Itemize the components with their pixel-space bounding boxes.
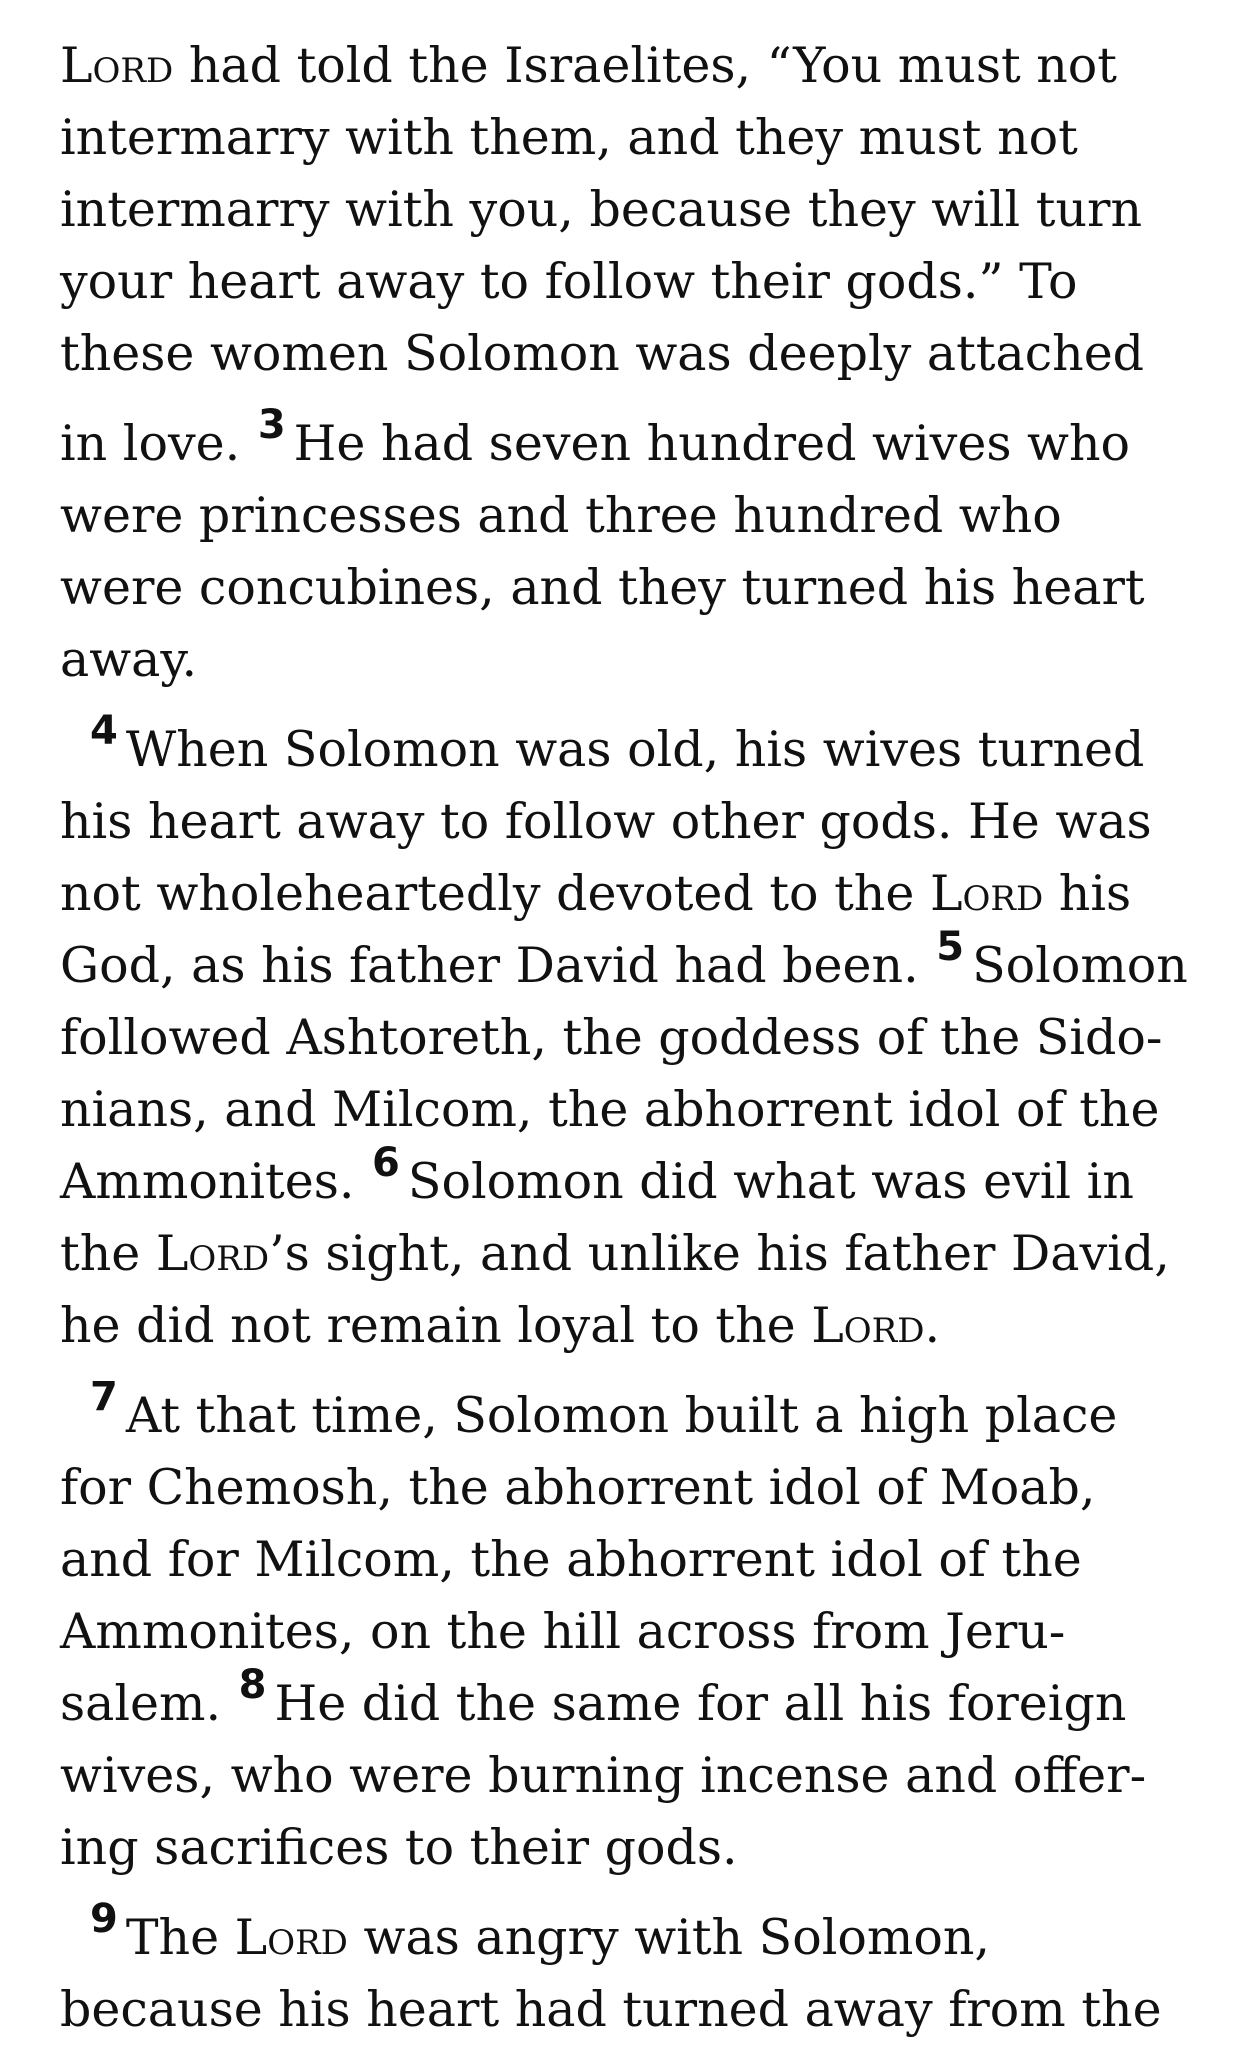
text-line [60,390,1210,480]
text-span: He did the same for all his foreign [274,1675,1127,1732]
reading-pane[interactable] [60,30,1210,2046]
text-line: for Chemosh, the abhorrent idol of Moab, [60,1459,1096,1516]
text-line: nians, and Milcom, the abhorrent idol of the [60,1081,1160,1138]
text-span: he did not remain loyal to the [60,1297,812,1354]
text-span: Ammonites. [60,1153,355,1210]
text-line [60,1290,1210,1362]
verse-number-3[interactable]: 3 [257,402,286,448]
text-line [60,1362,1210,1452]
text-line [60,30,1210,102]
divine-name: Lord [234,1909,348,1966]
text-line: intermarry with them, and they must not [60,109,1078,166]
text-span: was angry with Solomon, [347,1909,991,1966]
text-line: ing sacrifices to their gods. [60,1819,738,1876]
text-span: his [1043,865,1132,922]
text-span: ’s sight, and unlike his father David, [269,1225,1170,1282]
divine-name: Lord [811,1297,925,1354]
text-span: in love. [60,415,241,472]
text-line [60,858,1210,930]
text-line: were princesses and three hundred who [60,487,1062,544]
divine-name: Lord [155,1225,270,1282]
text-span: God, as his father David had been. [60,937,919,994]
verse-number-9[interactable]: 9 [90,1896,118,1942]
text-line [60,1218,1210,1290]
verse-number-8[interactable]: 8 [238,1662,267,1708]
text-span: had told the Israelites, “You must not [173,37,1117,94]
text-span: Solomon [972,937,1188,994]
divine-name: Lord [929,865,1044,922]
text-line: followed Ashtoreth, the goddess of the Sido- [60,1009,1163,1066]
text-span: salem. [60,1675,222,1732]
text-line: because his heart had turned away from the [60,1981,1162,2038]
text-line: these women Solomon was deeply attached [60,325,1145,382]
text-line [60,924,1210,1002]
text-span: When Solomon was old, his wives turned [125,721,1145,778]
text-span: . [924,1297,941,1354]
verse-number-6[interactable]: 6 [372,1140,400,1186]
text-line [60,696,1210,786]
text-line [60,1884,1210,1974]
text-line: intermarry with you, because they will turn [60,181,1143,238]
verse-number-5[interactable]: 5 [936,924,965,970]
text-line: Ammonites, on the hill across from Jeru- [60,1603,1066,1660]
text-line: wives, who were burning incense and offer- [60,1747,1147,1804]
text-line [60,1662,1210,1740]
text-line: were concubines, and they turned his heart [60,559,1145,616]
text-span: not wholeheartedly devoted to the [60,865,930,922]
text-span: The [125,1909,235,1966]
text-line: your heart away to follow their gods.” To [60,253,1078,310]
text-line: his heart away to follow other gods. He was [60,793,1152,850]
text-span: He had seven hundred wives who [293,415,1131,472]
text-line [60,1140,1210,1218]
text-span: the [60,1225,156,1282]
text-line: and for Milcom, the abhorrent idol of the [60,1531,1082,1588]
divine-name: Lord [60,37,174,94]
text-span: At that time, Solomon built a high place [125,1387,1118,1444]
verse-number-4[interactable]: 4 [90,708,118,754]
verse-number-7[interactable]: 7 [90,1374,118,1420]
text-line: away. [60,631,198,688]
text-span: Solomon did what was evil in [407,1153,1134,1210]
